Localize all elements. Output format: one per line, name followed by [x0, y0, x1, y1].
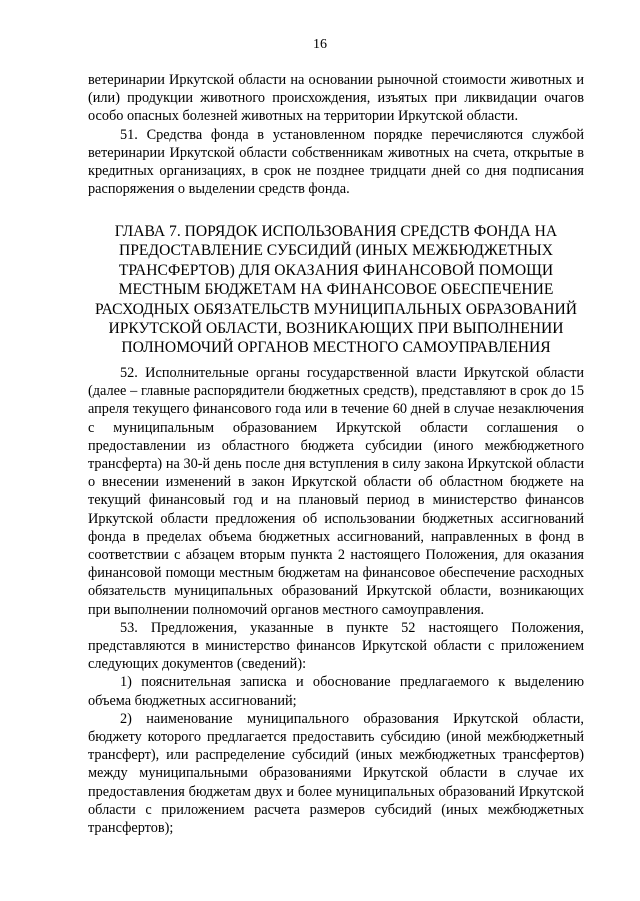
paragraph-52: 52. Исполнительные органы государственной власти Иркутской области (далее – главные распорядители бюджетных средств), представляют в срок до 15 апреля текущего финансового года или в течение 60 дней в случае незаключения с муниципальным образованием Иркутской области соглашения о предоставлении из областного бюджета субсидии (иного межбюджетного трансферта) на 30-й день после дня вступления в силу закона Иркутской области о внесении изменений в закон Иркутской области об областном бюджете на текущий финансовый год и на плановый период в министерство финансов Иркутской области предложения об использовании бюджетных ассигнований фонда в пределах объема бюджетных ассигнований, направленных в фонд в соответствии с абзацем вторым пункта 2 настоящего Положения, для оказания финансовой помощи местным бюджетам на финансовое обеспечение расходных обязательств муниципальных образований Иркутской области, возникающих при выполнении полномочий органов местного самоуправления.	[88, 365, 584, 618]
paragraph-51: 51. Средства фонда в установленном порядке перечисляются службой ветеринарии Иркутской области собственникам животных на счета, открытые в кредитных организациях, в срок не позднее тридцати дней со дня подписания распоряжения о выделении средств фонда.	[88, 126, 584, 198]
list-item-1: 1) пояснительная записка и обоснование предлагаемого к выделению объема бюджетных ассигнований;	[88, 674, 584, 709]
paragraph-53: 53. Предложения, указанные в пункте 52 настоящего Положения, представляются в министерство финансов Иркутской области с приложением следующих документов (сведений):	[88, 619, 584, 673]
list-item-2: 2) наименование муниципального образования Иркутской области, бюджету которого предлагается предоставить субсидию (иной межбюджетный трансферт), или распределение субсидий (иных межбюджетных трансфертов) между муниципальными образованиями Иркутской области в случае их предоставления бюджетам двух и более муниципальных образований Иркутской области с приложением расчета размеров субсидий (иных межбюджетных трансфертов);	[88, 710, 584, 837]
main-text-block	[88, 364, 584, 837]
page-number: 16	[313, 37, 327, 52]
chapter-heading: ГЛАВА 7. ПОРЯДОК ИСПОЛЬЗОВАНИЯ СРЕДСТВ ФОНДА НА ПРЕДОСТАВЛЕНИЕ СУБСИДИЙ (ИНЫХ МЕЖБЮДЖЕТНЫХ ТРАНСФЕРТОВ) ДЛЯ ОКАЗАНИЯ ФИНАНСОВОЙ ПОМОЩИ МЕСТНЫМ БЮДЖЕТАМ НА ФИНАНСОВОЕ ОБЕСПЕЧЕНИЕ РАСХОДНЫХ ОБЯЗАТЕЛЬСТВ МУНИЦИПАЛЬНЫХ ОБРАЗОВАНИЙ ИРКУТСКОЙ ОБЛАСТИ, ВОЗНИКАЮЩИХ ПРИ ВЫПОЛНЕНИИ ПОЛНОМОЧИЙ ОРГАНОВ МЕСТНОГО САМОУПРАВЛЕНИЯ	[94, 223, 578, 357]
top-text-block	[88, 71, 584, 198]
paragraph-continuation: ветеринарии Иркутской области на основании рыночной стоимости животных и (или) продукции животного происхождения, изъятых при ликвидации очагов особо опасных болезней животных на территории Иркутской области.	[88, 72, 584, 125]
